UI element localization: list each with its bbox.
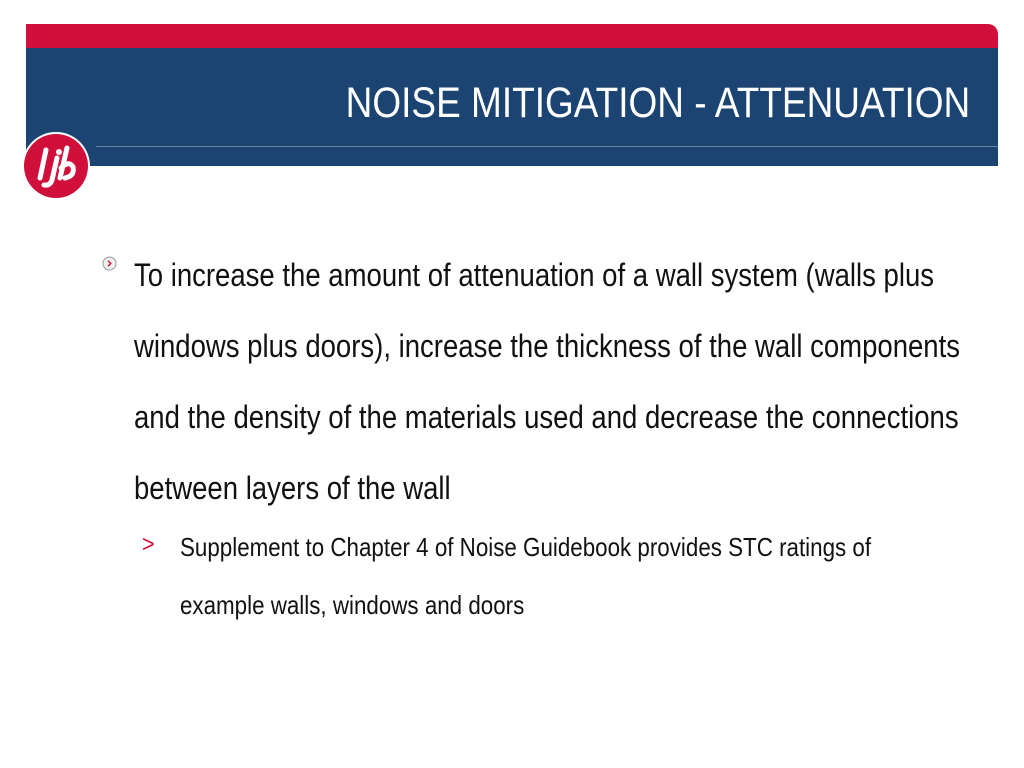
sub-bullet-item [102, 518, 1002, 634]
ljb-logo [24, 134, 88, 198]
bullet-text: To increase the amount of attenuation of a wall system (walls plus windows plus doors), increase the thickness of the wall components and the density of the materials used and decrease the connections between layers of the wall [134, 257, 961, 506]
sub-bullet-marker: > [142, 531, 155, 558]
header-accent-band [26, 24, 998, 48]
circle-chevron-icon [102, 256, 117, 271]
slide-title: NOISE MITIGATION - ATTENUATION [345, 79, 970, 127]
bullet-item [102, 240, 1002, 524]
sub-bullet-text: Supplement to Chapter 4 of Noise Guidebook provides STC ratings of example walls, windows and doors [180, 532, 872, 620]
slide-content [102, 240, 1002, 634]
header-divider [96, 146, 998, 147]
